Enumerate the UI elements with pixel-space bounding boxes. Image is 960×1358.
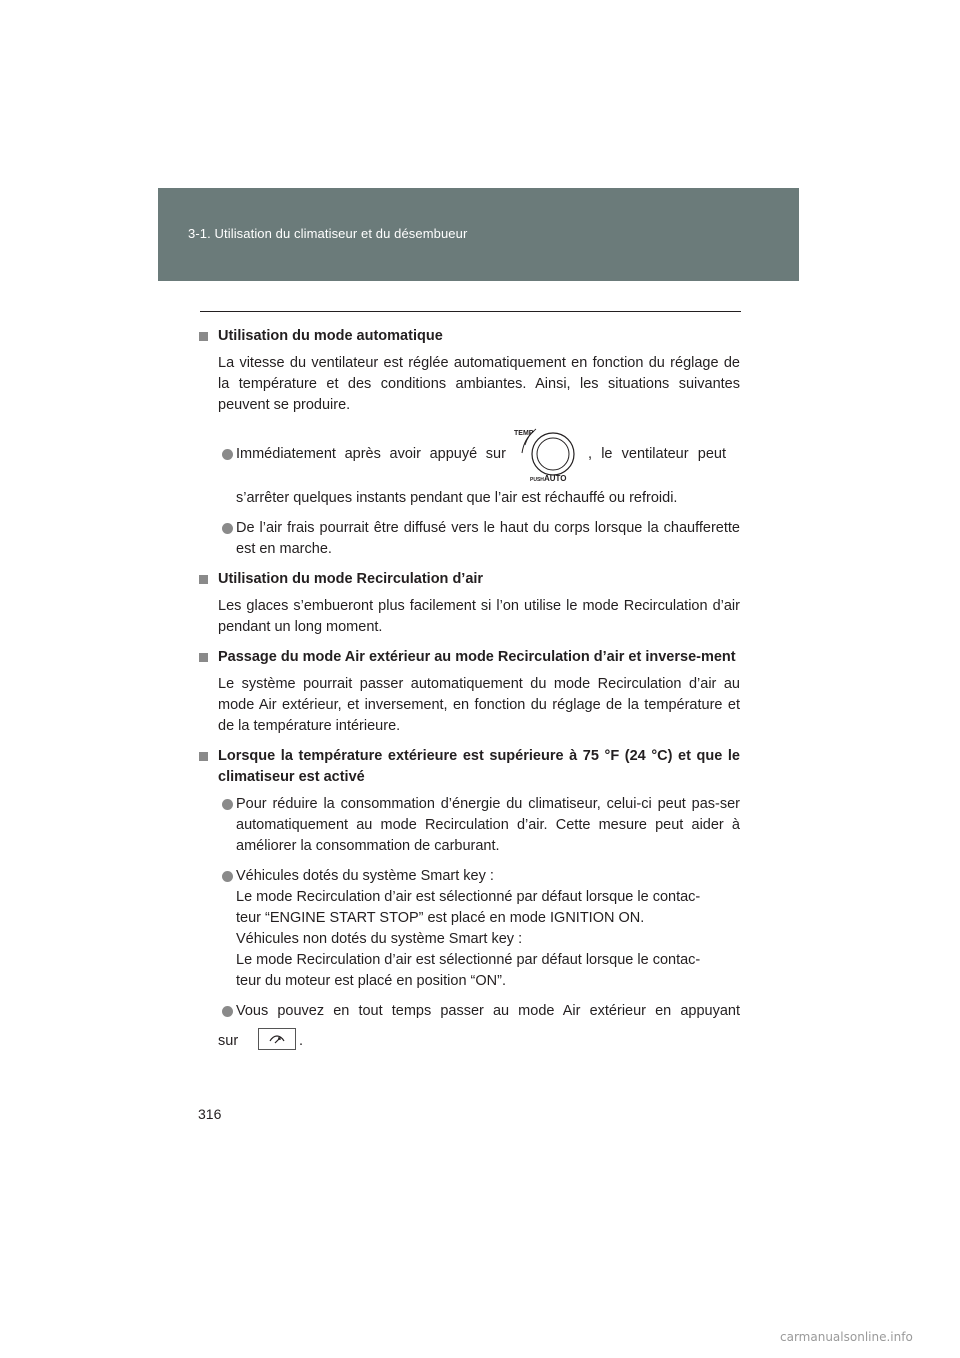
section-body-recirc: Les glaces s’embueront plus facilement si l’on utilise le mode Recirculation d’air pendant un long moment.	[218, 598, 740, 635]
bullet-knob-line	[198, 425, 740, 483]
word: Immédiatement	[236, 446, 336, 462]
word: sur	[485, 446, 506, 462]
word: peut	[697, 446, 726, 462]
word: ventilateur	[621, 446, 689, 462]
knob-push-label: PUSH	[530, 477, 544, 483]
heading-text: Lorsque la température extérieure est supérieure à 75 °F (24 °C) et que le climatiseur est activé	[218, 748, 740, 785]
watermark: carmanualsonline.info	[780, 1330, 913, 1344]
bullet-line: Véhicules dotés du système Smart key :	[236, 868, 494, 884]
bullet-item-outside-air	[198, 1001, 740, 1022]
word: avoir	[389, 446, 421, 462]
outside-air-button-icon	[258, 1028, 296, 1050]
bullet-text: Vous pouvez en tout temps passer au mode Air extérieur en appuyant	[236, 1003, 740, 1019]
bullet-line: Le mode Recirculation d’air est sélectionné par défaut lorsque le contac-	[236, 889, 701, 905]
round-bullet-icon	[222, 449, 233, 460]
section-body-auto: La vitesse du ventilateur est réglée automatiquement en fonction du réglage de la température et des conditions ambiantes. Ainsi, les situations suivantes peuvent se produire.	[218, 355, 740, 413]
word: appuyé	[429, 446, 478, 462]
section-heading-hot	[198, 746, 740, 788]
square-bullet-icon	[199, 653, 208, 662]
bullet-line: Le mode Recirculation d’air est sélectionné par défaut lorsque le contac-	[236, 952, 701, 968]
page-number: 316	[198, 1106, 222, 1122]
square-bullet-icon	[199, 332, 208, 341]
section-heading-switch	[198, 647, 740, 668]
chapter-title: 3-1. Utilisation du climatiseur et du désembueur	[188, 226, 468, 241]
bullet-text: De l’air frais pourrait être diffusé vers le haut du corps lorsque la chaufferette est en marche.	[236, 520, 740, 557]
bullet-item	[198, 794, 740, 857]
heading-text: Passage du mode Air extérieur au mode Recirculation d’air et inverse-ment	[218, 649, 736, 665]
page-content	[198, 326, 740, 1056]
word: ,	[588, 446, 593, 462]
heading-text: Utilisation du mode automatique	[218, 328, 443, 344]
sur-text: sur	[218, 1033, 239, 1049]
round-bullet-icon	[222, 523, 233, 534]
bullet-line: teur du moteur est placé en position “ON”.	[236, 973, 506, 989]
bullet-line: teur “ENGINE START STOP” est placé en mode IGNITION ON.	[236, 910, 645, 926]
knob-temp-label: TEMP	[514, 430, 534, 437]
heading-text: Utilisation du mode Recirculation d’air	[218, 571, 484, 587]
section-heading-auto	[198, 326, 740, 347]
knob-auto-label: AUTO	[544, 474, 567, 483]
word: après	[344, 446, 381, 462]
bullet-text-after-knob	[588, 444, 726, 465]
section-body-switch: Le système pourrait passer automatiquement du mode Recirculation d’air au mode Air extérieur, et inversement, en fonction du réglage de la température et de la température intérieure.	[218, 676, 740, 734]
divider-rule	[200, 311, 741, 312]
square-bullet-icon	[199, 752, 208, 761]
bullet-item-smart-key	[198, 866, 740, 992]
bullet-line: Véhicules non dotés du système Smart key :	[236, 931, 523, 947]
word: le	[601, 446, 613, 462]
bullet-text-before-knob	[236, 444, 506, 465]
round-bullet-icon	[222, 799, 233, 810]
bullet-text-continued: s’arrêter quelques instants pendant que l’air est réchauffé ou refroidi.	[236, 490, 678, 506]
bullet-text: Pour réduire la consommation d’énergie du climatiseur, celui-ci peut pas-ser automatiquement au mode Recirculation d’air. Cette mesure peut aider à améliorer la consommation de carburant.	[236, 796, 740, 854]
square-bullet-icon	[199, 575, 208, 584]
period-text: .	[299, 1033, 304, 1049]
temp-auto-knob-icon	[506, 425, 582, 483]
section-heading-recirc	[198, 569, 740, 590]
chapter-header	[158, 188, 799, 281]
round-bullet-icon	[222, 1006, 233, 1017]
round-bullet-icon	[222, 871, 233, 882]
sur-line	[198, 1022, 740, 1056]
bullet-item	[198, 518, 740, 560]
